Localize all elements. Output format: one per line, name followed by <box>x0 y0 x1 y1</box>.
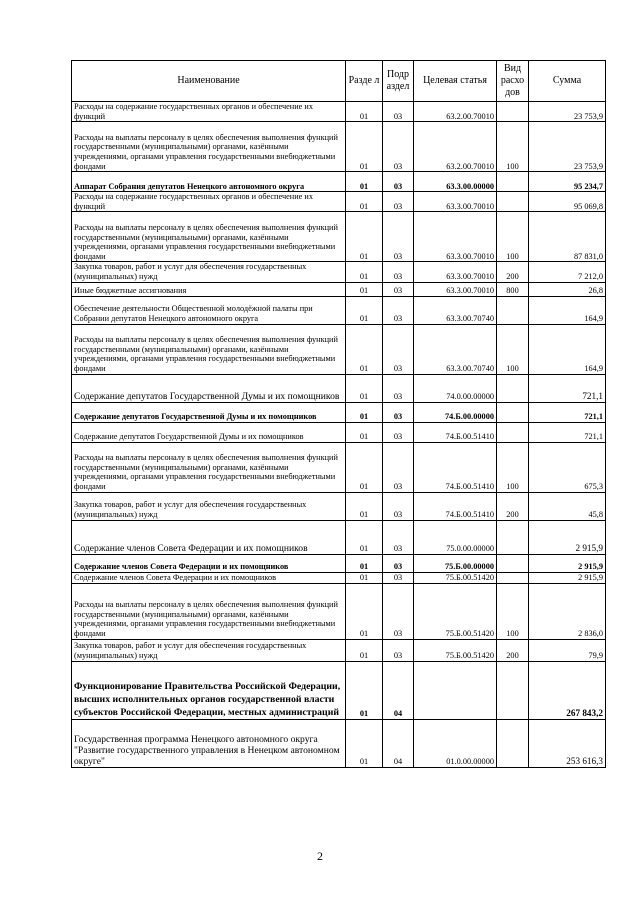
table-row <box>72 402 606 422</box>
row-target-article: 75.Б.00.51420 <box>414 639 497 661</box>
table-row <box>72 554 606 572</box>
row-sum: 7 212,0 <box>529 262 606 282</box>
table-row <box>72 422 606 442</box>
table-header-row <box>72 61 606 102</box>
row-target-article: 63.3.00.70010 <box>414 282 497 296</box>
header-razdel: Разде л <box>346 61 383 102</box>
row-sum: 2 836,0 <box>529 583 606 639</box>
row-razdel: 01 <box>346 442 383 492</box>
row-podrazdel: 04 <box>383 661 414 719</box>
row-razdel: 01 <box>346 192 383 212</box>
row-sum: 23 753,9 <box>529 102 606 122</box>
row-name: Расходы на выплаты персоналу в целях обеспечения выполнения функций государственными (муниципальными) органами, казёнными учреждениями, органами управления государственными внебюджетными фондами <box>72 583 346 639</box>
row-podrazdel: 03 <box>383 172 414 192</box>
row-expense-type <box>497 422 529 442</box>
row-expense-type <box>497 102 529 122</box>
row-podrazdel: 03 <box>383 639 414 661</box>
row-sum: 2 915,9 <box>529 554 606 572</box>
header-target-article: Целевая статья <box>414 61 497 102</box>
row-target-article: 63.3.00.70010 <box>414 212 497 262</box>
row-razdel: 01 <box>346 492 383 520</box>
table-row <box>72 172 606 192</box>
header-sum: Сумма <box>529 61 606 102</box>
table-row <box>72 583 606 639</box>
table-row <box>72 296 606 324</box>
row-podrazdel: 03 <box>383 262 414 282</box>
row-razdel: 01 <box>346 102 383 122</box>
row-target-article: 74.Б.00.00000 <box>414 402 497 422</box>
row-target-article: 63.2.00.70010 <box>414 122 497 172</box>
row-name: Расходы на содержание государственных органов и обеспечение их функций <box>72 102 346 122</box>
row-target-article: 75.Б.00.51420 <box>414 572 497 583</box>
row-razdel: 01 <box>346 262 383 282</box>
table-row <box>72 520 606 554</box>
row-expense-type <box>497 296 529 324</box>
row-expense-type <box>497 374 529 402</box>
row-podrazdel: 03 <box>383 520 414 554</box>
table-row <box>72 212 606 262</box>
row-target-article: 63.3.00.70740 <box>414 296 497 324</box>
row-razdel: 01 <box>346 122 383 172</box>
header-podrazdel: Подр аздел <box>383 61 414 102</box>
row-sum: 164,9 <box>529 296 606 324</box>
row-podrazdel: 03 <box>383 374 414 402</box>
row-target-article: 63.3.00.70010 <box>414 192 497 212</box>
row-podrazdel: 03 <box>383 402 414 422</box>
row-razdel: 01 <box>346 324 383 374</box>
table-row <box>72 719 606 767</box>
row-name: Государственная программа Ненецкого автономного округа "Развитие государственного управления в Ненецком автономном округе" <box>72 719 346 767</box>
row-target-article: 63.3.00.70010 <box>414 262 497 282</box>
row-podrazdel: 03 <box>383 583 414 639</box>
row-expense-type: 100 <box>497 212 529 262</box>
row-sum: 95 234,7 <box>529 172 606 192</box>
row-target-article: 74.Б.00.51410 <box>414 492 497 520</box>
row-razdel: 01 <box>346 639 383 661</box>
page-number: 2 <box>317 849 323 863</box>
row-sum: 253 616,3 <box>529 719 606 767</box>
row-sum: 2 915,9 <box>529 572 606 583</box>
row-name: Аппарат Собрания депутатов Ненецкого автономного округа <box>72 172 346 192</box>
row-podrazdel: 04 <box>383 719 414 767</box>
row-name: Расходы на выплаты персоналу в целях обеспечения выполнения функций государственными (муниципальными) органами, казёнными учреждениями, органами управления государственными внебюджетными фондами <box>72 442 346 492</box>
row-name: Содержание членов Совета Федерации и их помощников <box>72 572 346 583</box>
row-target-article: 74.0.00.00000 <box>414 374 497 402</box>
row-target-article: 75.Б.00.00000 <box>414 554 497 572</box>
row-name: Расходы на выплаты персоналу в целях обеспечения выполнения функций государственными (муниципальными) органами, казёнными учреждениями, органами управления государственными внебюджетными фондами <box>72 122 346 172</box>
row-name: Содержание членов Совета Федерации и их помощников <box>72 554 346 572</box>
row-razdel: 01 <box>346 520 383 554</box>
row-razdel: 01 <box>346 661 383 719</box>
row-target-article: 75.0.00.00000 <box>414 520 497 554</box>
row-target-article: 75.Б.00.51420 <box>414 583 497 639</box>
row-name: Содержание депутатов Государственной Думы и их помощников <box>72 402 346 422</box>
row-name: Расходы на выплаты персоналу в целях обеспечения выполнения функций государственными (муниципальными) органами, казёнными учреждениями, органами управления государственными внебюджетными фондами <box>72 212 346 262</box>
row-podrazdel: 03 <box>383 324 414 374</box>
row-sum: 79,9 <box>529 639 606 661</box>
table-row <box>72 122 606 172</box>
row-razdel: 01 <box>346 554 383 572</box>
header-expense-type: Вид расхо дов <box>497 61 529 102</box>
row-sum: 23 753,9 <box>529 122 606 172</box>
row-sum: 87 831,0 <box>529 212 606 262</box>
budget-table <box>71 60 606 768</box>
row-name: Иные бюджетные ассигнования <box>72 282 346 296</box>
row-sum: 721,1 <box>529 422 606 442</box>
row-expense-type <box>497 554 529 572</box>
row-podrazdel: 03 <box>383 422 414 442</box>
row-podrazdel: 03 <box>383 442 414 492</box>
row-sum: 267 843,2 <box>529 661 606 719</box>
table-row <box>72 572 606 583</box>
row-name: Содержание депутатов Государственной Думы и их помощников <box>72 374 346 402</box>
row-razdel: 01 <box>346 296 383 324</box>
row-expense-type <box>497 402 529 422</box>
row-name: Закупка товаров, работ и услуг для обеспечения государственных (муниципальных) нужд <box>72 262 346 282</box>
row-razdel: 01 <box>346 422 383 442</box>
row-razdel: 01 <box>346 402 383 422</box>
row-sum: 95 069,8 <box>529 192 606 212</box>
table-row <box>72 374 606 402</box>
row-expense-type: 100 <box>497 324 529 374</box>
row-name: Содержание членов Совета Федерации и их помощников <box>72 520 346 554</box>
table-row <box>72 192 606 212</box>
table-row <box>72 442 606 492</box>
row-target-article: 74.Б.00.51410 <box>414 442 497 492</box>
row-expense-type: 200 <box>497 262 529 282</box>
row-name: Расходы на содержание государственных органов и обеспечение их функций <box>72 192 346 212</box>
table-row <box>72 262 606 282</box>
row-sum: 675,3 <box>529 442 606 492</box>
row-podrazdel: 03 <box>383 282 414 296</box>
row-razdel: 01 <box>346 172 383 192</box>
row-target-article: 63.2.00.70010 <box>414 102 497 122</box>
header-name: Наименование <box>72 61 346 102</box>
row-expense-type: 800 <box>497 282 529 296</box>
row-razdel: 01 <box>346 282 383 296</box>
row-expense-type <box>497 520 529 554</box>
row-expense-type: 200 <box>497 492 529 520</box>
row-podrazdel: 03 <box>383 572 414 583</box>
row-name: Содержание депутатов Государственной Думы и их помощников <box>72 422 346 442</box>
row-podrazdel: 03 <box>383 102 414 122</box>
row-name: Обеспечение деятельности Общественной молодёжной палаты при Собрании депутатов Ненецкого автономного округа <box>72 296 346 324</box>
row-name: Закупка товаров, работ и услуг для обеспечения государственных (муниципальных) нужд <box>72 492 346 520</box>
row-expense-type <box>497 192 529 212</box>
row-expense-type <box>497 719 529 767</box>
row-expense-type <box>497 172 529 192</box>
table-row <box>72 324 606 374</box>
row-razdel: 01 <box>346 583 383 639</box>
row-sum: 2 915,9 <box>529 520 606 554</box>
row-expense-type: 100 <box>497 122 529 172</box>
row-sum: 45,8 <box>529 492 606 520</box>
row-sum: 164,9 <box>529 324 606 374</box>
row-podrazdel: 03 <box>383 554 414 572</box>
row-sum: 721,1 <box>529 374 606 402</box>
row-podrazdel: 03 <box>383 492 414 520</box>
table-row <box>72 282 606 296</box>
table-row <box>72 102 606 122</box>
row-name: Расходы на выплаты персоналу в целях обеспечения выполнения функций государственными (муниципальными) органами, казёнными учреждениями, органами управления государственными внебюджетными фондами <box>72 324 346 374</box>
row-target-article: 01.0.00.00000 <box>414 719 497 767</box>
row-expense-type: 100 <box>497 442 529 492</box>
row-podrazdel: 03 <box>383 296 414 324</box>
table-row <box>72 492 606 520</box>
row-podrazdel: 03 <box>383 122 414 172</box>
row-razdel: 01 <box>346 719 383 767</box>
row-razdel: 01 <box>346 572 383 583</box>
row-name: Закупка товаров, работ и услуг для обеспечения государственных (муниципальных) нужд <box>72 639 346 661</box>
row-sum: 26,8 <box>529 282 606 296</box>
row-target-article: 74.Б.00.51410 <box>414 422 497 442</box>
row-expense-type <box>497 661 529 719</box>
table-row <box>72 661 606 719</box>
row-target-article: 63.3.00.70740 <box>414 324 497 374</box>
table-row <box>72 639 606 661</box>
row-razdel: 01 <box>346 374 383 402</box>
row-podrazdel: 03 <box>383 192 414 212</box>
table-body <box>72 102 606 768</box>
row-target-article: 63.3.00.00000 <box>414 172 497 192</box>
row-razdel: 01 <box>346 212 383 262</box>
row-sum: 721,1 <box>529 402 606 422</box>
row-name: Функционирование Правительства Российской Федерации, высших исполнительных органов государственной власти субъектов Российской Федерации, местных администраций <box>72 661 346 719</box>
row-expense-type: 200 <box>497 639 529 661</box>
row-target-article <box>414 661 497 719</box>
row-podrazdel: 03 <box>383 212 414 262</box>
row-expense-type <box>497 572 529 583</box>
row-expense-type: 100 <box>497 583 529 639</box>
